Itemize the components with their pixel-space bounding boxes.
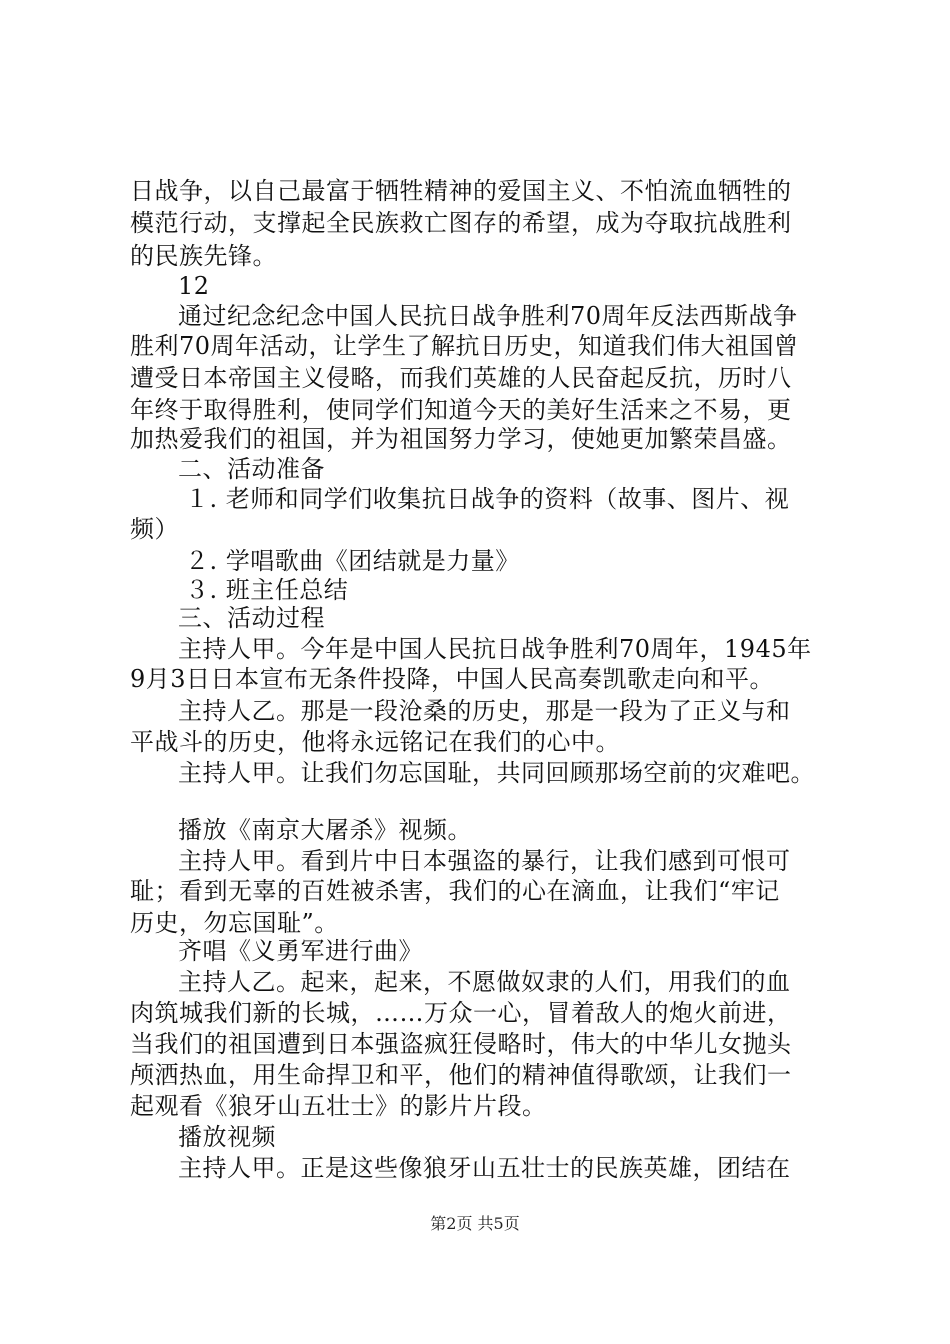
- paragraph-line: 颅洒热血，用生命捍卫和平，他们的精神值得歌颂，让我们一: [130, 1061, 792, 1089]
- section-number: 12: [178, 272, 210, 300]
- paragraph-line: 主持人甲。今年是中国人民抗日战争胜利70周年，1945年: [178, 635, 812, 663]
- list-item: １. 老师和同学们收集抗日战争的资料（故事、图片、视: [185, 485, 790, 513]
- paragraph-line: 主持人甲。正是这些像狼牙山五壮士的民族英雄，团结在: [178, 1154, 791, 1182]
- section-heading: 三、活动过程: [178, 604, 325, 632]
- list-item-continuation: 频）: [130, 515, 179, 543]
- paragraph-line: 平战斗的历史，他将永远铭记在我们的心中。: [130, 728, 620, 756]
- paragraph-line: 日战争，以自己最富于牺牲精神的爱国主义、不怕流血牺牲的: [130, 177, 792, 205]
- paragraph-line: 播放视频: [178, 1123, 276, 1151]
- paragraph-line: 胜利70周年活动，让学生了解抗日历史，知道我们伟大祖国曾: [130, 332, 799, 360]
- paragraph-line: 的民族先锋。: [130, 242, 277, 270]
- page-footer: 第2页 共5页: [430, 1214, 520, 1233]
- section-heading: 二、活动准备: [178, 455, 325, 483]
- paragraph-line: 主持人乙。起来，起来，不愿做奴隶的人们，用我们的血: [178, 968, 791, 996]
- paragraph-line: 历史，勿忘国耻”。: [130, 909, 339, 937]
- list-item: ３. 班主任总结: [185, 576, 349, 604]
- paragraph-line: 9月3日日本宣布无条件投降，中国人民高奏凯歌走向和平。: [130, 665, 775, 693]
- list-item: ２. 学唱歌曲《团结就是力量》: [185, 547, 520, 575]
- paragraph-line: 主持人甲。让我们勿忘国耻，共同回顾那场空前的灾难吧。: [178, 759, 815, 787]
- paragraph-line: 主持人乙。那是一段沧桑的历史，那是一段为了正义与和: [178, 697, 791, 725]
- paragraph-line: 主持人甲。看到片中日本强盗的暴行，让我们感到可恨可: [178, 847, 791, 875]
- paragraph-line: 播放《南京大屠杀》视频。: [178, 816, 472, 844]
- paragraph-line: 起观看《狼牙山五壮士》的影片片段。: [130, 1092, 547, 1120]
- paragraph-line: 肉筑城我们新的长城，……万众一心，冒着敌人的炮火前进，: [130, 999, 792, 1027]
- paragraph-line: 通过纪念纪念中国人民抗日战争胜利70周年反法西斯战争: [178, 302, 798, 330]
- paragraph-line: 年终于取得胜利，使同学们知道今天的美好生活来之不易，更: [130, 396, 792, 424]
- paragraph-line: 齐唱《义勇军进行曲》: [178, 937, 423, 965]
- paragraph-line: 耻；看到无辜的百姓被杀害，我们的心在滴血，让我们“牢记: [130, 877, 780, 905]
- paragraph-line: 当我们的祖国遭到日本强盗疯狂侵略时，伟大的中华儿女抛头: [130, 1030, 792, 1058]
- paragraph-line: 遭受日本帝国主义侵略，而我们英雄的人民奋起反抗，历时八: [130, 364, 792, 392]
- paragraph-line: 模范行动，支撑起全民族救亡图存的希望，成为夺取抗战胜利: [130, 209, 792, 237]
- paragraph-line: 加热爱我们的祖国，并为祖国努力学习，使她更加繁荣昌盛。: [130, 425, 792, 453]
